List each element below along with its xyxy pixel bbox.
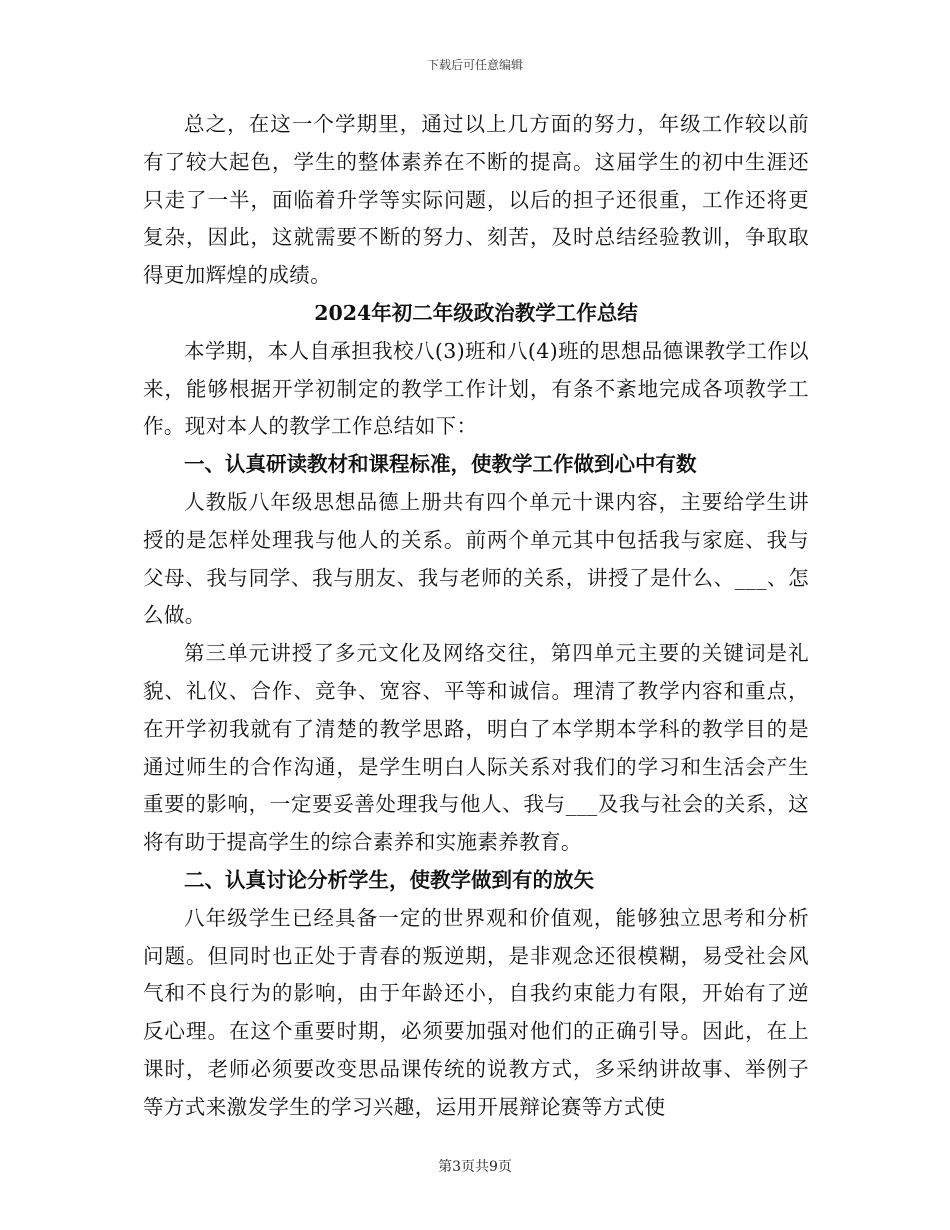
opening-paragraph: 本学期，本人自承担我校八(3)班和八(4)班的思想品德课教学工作以来，能够根据开学初制定的教学工作计划，有条不紊地完成各项教学工作。现对本人的教学工作总结如下：	[143, 338, 809, 439]
intro-paragraph: 总之，在这一个学期里，通过以上几方面的努力，年级工作较以前有了较大起色，学生的整体素养在不断的提高。这届学生的初中生涯还只走了一半，面临着升学等实际问题，以后的担子还很重，工作还将更复杂，因此，这就需要不断的努力、刻苦，及时总结经验教训，争取取得更加辉煌的成绩。	[143, 112, 809, 288]
section-2-paragraph-1: 八年级学生已经具备一定的世界观和价值观，能够独立思考和分析问题。但同时也正处于青春的叛逆期，是非观念还很模糊，易受社会风气和不良行为的影响，由于年龄还小，自我约束能力有限，开始有了逆反心理。在这个重要时期，必须要加强对他们的正确引导。因此，在上课时，老师必须要改变思品课传统的说教方式，多采纳讲故事、举例子等方式来激发学生的学习兴趣，运用开展辩论赛等方式使	[143, 905, 809, 1119]
section-1-paragraph-2: 第三单元讲授了多元文化及网络交往，第四单元主要的关键词是礼貌、礼仪、合作、竞争、宽容、平等和诚信。理清了教学内容和重点，在开学初我就有了清楚的教学思路，明白了本学期本学科的教学目的是通过师生的合作沟通，是学生明白人际关系对我们的学习和生活会产生重要的影响，一定要妥善处理我与他人、我与___及我与社会的关系，这将有助于提高学生的综合素养和实施素养教育。	[143, 641, 809, 855]
section-2-heading: 二、认真讨论分析学生，使教学做到有的放矢	[184, 867, 594, 892]
header-note: 下载后可任意编辑	[426, 58, 523, 72]
section-1-heading: 一、认真研读教材和课程标准，使教学工作做到心中有数	[184, 452, 697, 477]
document-title: 2024年初二年级政治教学工作总结	[314, 300, 638, 325]
page-number: 第3页共9页	[438, 1159, 512, 1175]
document-body	[143, 106, 809, 1127]
section-1-paragraph-1: 人教版八年级思想品德上册共有四个单元十课内容，主要给学生讲授的是怎样处理我与他人的关系。前两个单元其中包括我与家庭、我与父母、我与同学、我与朋友、我与老师的关系，讲授了是什么、___、怎么做。	[143, 489, 809, 628]
